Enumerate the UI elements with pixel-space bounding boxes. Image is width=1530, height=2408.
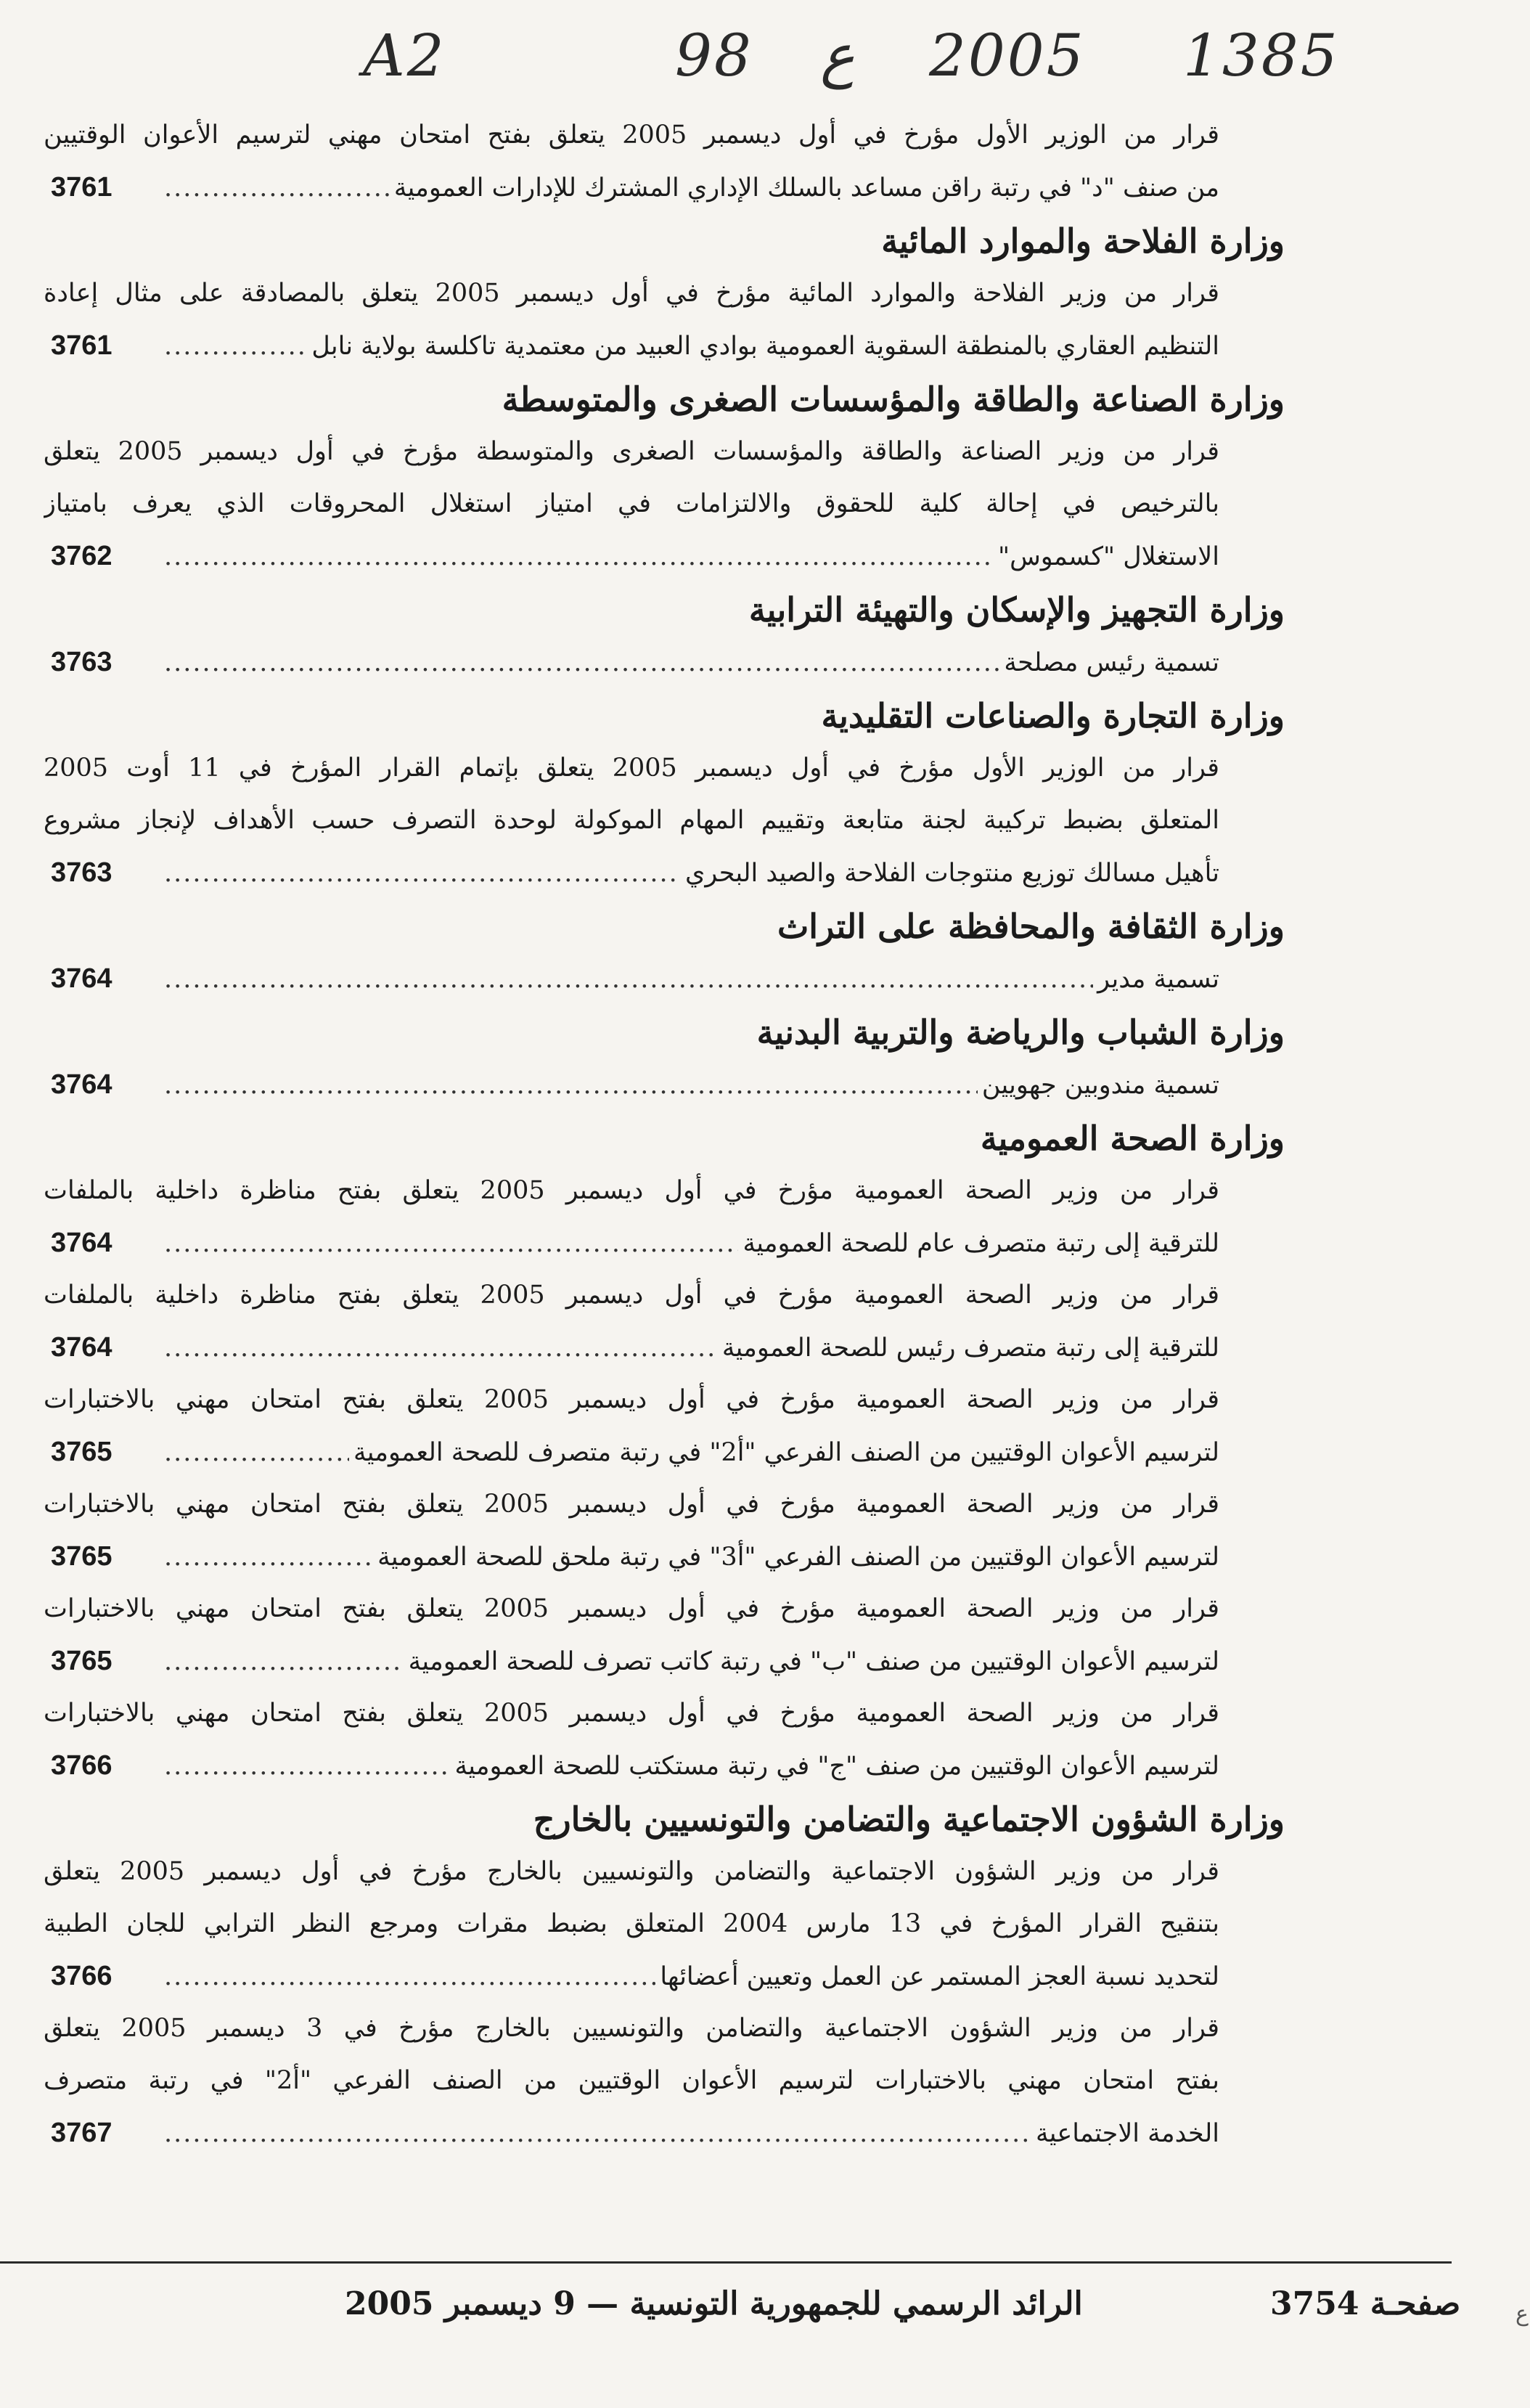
dot-leader [164, 1531, 373, 1583]
entry-text-line: المتعلق بضبط تركيبة لجنة متابعة وتقييم المهام الموكولة لوحدة التصرف حسب الأهداف لإنجاز مشروع [44, 806, 1219, 835]
page-number-label: صفحـة 3754 [1270, 2285, 1461, 2322]
page-reference[interactable]: 3765 [51, 1437, 112, 1467]
dot-leader [164, 1636, 404, 1688]
entry-text-line: للترقية إلى رتبة متصرف عام للصحة العمومية [742, 1229, 1219, 1258]
toc-entry[interactable] [44, 109, 1285, 213]
dot-leader [164, 953, 1093, 1005]
handwritten-letter: ع [820, 22, 855, 89]
page-footer [0, 2285, 1530, 2336]
toc-entry[interactable] [44, 952, 1285, 1005]
handwritten-code: A2 [363, 22, 446, 89]
toc-entry[interactable] [44, 1269, 1285, 1374]
dot-leader [164, 847, 681, 899]
gazette-title: الرائد الرسمي للجمهورية التونسية — 9 ديسمبر 2005 [345, 2285, 1083, 2322]
page-reference[interactable]: 3765 [51, 1646, 112, 1676]
dot-leader [164, 1740, 450, 1792]
entry-text-line: للترقية إلى رتبة متصرف رئيس للصحة العمومية [721, 1334, 1219, 1363]
page-reference[interactable]: 3764 [51, 963, 112, 994]
dot-leader [164, 531, 994, 583]
page-reference[interactable]: 3766 [51, 1961, 112, 1991]
dot-leader [164, 320, 307, 372]
toc-entry[interactable] [44, 425, 1285, 582]
entry-text-line: التنظيم العقاري بالمنطقة السقوية العمومية بوادي العبيد من معتمدية تاكلسة بولاية نابل [311, 332, 1219, 361]
entry-text-line: قرار من الوزير الأول مؤرخ في أول ديسمبر 2005 يتعلق بإتمام القرار المؤرخ في 11 أوت 2005 [44, 754, 1219, 783]
toc-entry[interactable] [44, 1058, 1285, 1111]
entry-text-line: بتنقيح القرار المؤرخ في 13 مارس 2004 المتعلق بضبط مقرات ومرجع النظر الترابي للجان الطبية [44, 1909, 1219, 1938]
page-reference[interactable]: 3764 [51, 1069, 112, 1100]
entry-text-line: قرار من وزير الصحة العمومية مؤرخ في أول ديسمبر 2005 يتعلق بفتح مناظرة داخلية بالملفات [44, 1281, 1219, 1310]
page-reference[interactable]: 3762 [51, 541, 112, 571]
ministry-heading: وزارة الفلاحة والموارد المائية [881, 221, 1285, 261]
entry-text-line: قرار من وزير الشؤون الاجتماعية والتضامن والتونسيين بالخارج مؤرخ في أول ديسمبر 2005 يتعلق [44, 1857, 1219, 1886]
handwritten-reference: 1385 [1183, 22, 1340, 89]
entry-text-line: لترسيم الأعوان الوقتيين من الصنف الفرعي "أ2" في رتبة متصرف للصحة العمومية [353, 1438, 1219, 1467]
page-reference[interactable]: 3767 [51, 2118, 112, 2148]
dot-leader [164, 1322, 718, 1374]
dot-leader [164, 162, 390, 214]
toc-entry[interactable] [44, 267, 1285, 372]
entry-text-line: تسمية مدير [1097, 965, 1219, 994]
ministry-heading: وزارة الصناعة والطاقة والمؤسسات الصغرى والمتوسطة [502, 380, 1285, 419]
entry-text-line: قرار من وزير الصحة العمومية مؤرخ في أول ديسمبر 2005 يتعلق بفتح امتحان مهني بالاختبارات [44, 1699, 1219, 1728]
toc-entry[interactable] [44, 1164, 1285, 1269]
toc-entry[interactable] [44, 742, 1285, 899]
entry-text-line: لتحديد نسبة العجز المستمر عن العمل وتعيين أعضائها [660, 1962, 1219, 1991]
dot-leader [164, 1217, 738, 1270]
entry-text-line: قرار من وزير الصحة العمومية مؤرخ في أول ديسمبر 2005 يتعلق بفتح مناظرة داخلية بالملفات [44, 1176, 1219, 1205]
edge-mark: ع [1515, 2301, 1529, 2327]
toc-entry[interactable] [44, 1845, 1285, 2002]
ministry-heading: وزارة الصحة العمومية [980, 1119, 1285, 1158]
page-reference[interactable]: 3764 [51, 1228, 112, 1258]
entry-text-line: بالترخيص في إحالة كلية للحقوق والالتزامات في امتياز استغلال المحروقات الذي يعرف بامتياز [44, 489, 1219, 518]
toc-entry[interactable] [44, 2002, 1285, 2159]
entry-text-line: لترسيم الأعوان الوقتيين من الصنف الفرعي "أ3" في رتبة ملحق للصحة العمومية [377, 1543, 1219, 1572]
entry-text-line: تسمية رئيس مصلحة [1004, 648, 1219, 677]
toc-entry[interactable] [44, 1374, 1285, 1478]
entry-text-line: تأهيل مسالك توزيع منتوجات الفلاحة والصيد البحري [685, 859, 1219, 888]
page-reference[interactable]: 3764 [51, 1332, 112, 1363]
ministry-heading: وزارة الشباب والرياضة والتربية البدنية [756, 1013, 1285, 1052]
toc-entry[interactable] [44, 1687, 1285, 1792]
ministry-heading: وزارة التجارة والصناعات التقليدية [821, 696, 1285, 735]
dot-leader [164, 1059, 978, 1111]
handwritten-year: 2005 [929, 22, 1086, 89]
entry-text-line: قرار من الوزير الأول مؤرخ في أول ديسمبر 2005 يتعلق بفتح امتحان مهني لترسيم الأعوان الوقتيين [44, 121, 1219, 150]
table-of-contents [44, 109, 1285, 2159]
page-reference[interactable]: 3761 [51, 172, 112, 203]
ministry-heading: وزارة الثقافة والمحافظة على التراث [777, 907, 1285, 946]
ministry-heading: وزارة الشؤون الاجتماعية والتضامن والتونسيين بالخارج [533, 1800, 1285, 1839]
entry-text-line: بفتح امتحان مهني بالاختبارات لترسيم الأعوان الوقتيين من الصنف الفرعي "أ2" في رتبة متصرف [44, 2066, 1219, 2095]
entry-text-line: من صنف "د" في رتبة راقن مساعد بالسلك الإداري المشترك للإدارات العمومية [393, 174, 1219, 203]
dot-leader [164, 1951, 655, 2003]
entry-text-line: تسمية مندوبين جهويين [981, 1071, 1219, 1100]
footer-divider [0, 2261, 1452, 2264]
page-reference[interactable]: 3763 [51, 647, 112, 677]
page-reference[interactable]: 3765 [51, 1541, 112, 1572]
entry-text-line: قرار من وزير الصحة العمومية مؤرخ في أول ديسمبر 2005 يتعلق بفتح امتحان مهني بالاختبارات [44, 1385, 1219, 1414]
entry-text-line: قرار من وزير الصحة العمومية مؤرخ في أول ديسمبر 2005 يتعلق بفتح امتحان مهني بالاختبارات [44, 1490, 1219, 1519]
dot-leader [164, 637, 999, 689]
handwritten-annotation [0, 22, 1530, 102]
entry-text-line: قرار من وزير الفلاحة والموارد المائية مؤرخ في أول ديسمبر 2005 يتعلق بالمصادقة على مثال إعادة [44, 279, 1219, 308]
entry-text-line: الخدمة الاجتماعية [1036, 2119, 1219, 2148]
entry-text-line: قرار من وزير الصناعة والطاقة والمؤسسات الصغرى والمتوسطة مؤرخ في أول ديسمبر 2005 يتعلق [44, 437, 1219, 466]
entry-text-line: الاستغلال "كسموس" [997, 542, 1219, 571]
toc-entry[interactable] [44, 636, 1285, 688]
entry-text-line: لترسيم الأعوان الوقتيين من صنف "ب" في رتبة كاتب تصرف للصحة العمومية [408, 1647, 1219, 1676]
dot-leader [164, 1427, 349, 1479]
toc-entry[interactable] [44, 1478, 1285, 1583]
page-reference[interactable]: 3761 [51, 330, 112, 361]
toc-entry[interactable] [44, 1583, 1285, 1687]
page-reference[interactable]: 3763 [51, 857, 112, 888]
dot-leader [164, 2107, 1031, 2160]
page-reference[interactable]: 3766 [51, 1750, 112, 1781]
entry-text-line: لترسيم الأعوان الوقتيين من صنف "ج" في رتبة مستكتب للصحة العمومية [454, 1752, 1219, 1781]
entry-text-line: قرار من وزير الشؤون الاجتماعية والتضامن والتونسيين بالخارج مؤرخ في 3 ديسمبر 2005 يتعلق [44, 2014, 1219, 2043]
ministry-heading: وزارة التجهيز والإسكان والتهيئة الترابية [748, 590, 1285, 629]
handwritten-number: 98 [675, 22, 753, 89]
entry-text-line: قرار من وزير الصحة العمومية مؤرخ في أول ديسمبر 2005 يتعلق بفتح امتحان مهني بالاختبارات [44, 1594, 1219, 1623]
